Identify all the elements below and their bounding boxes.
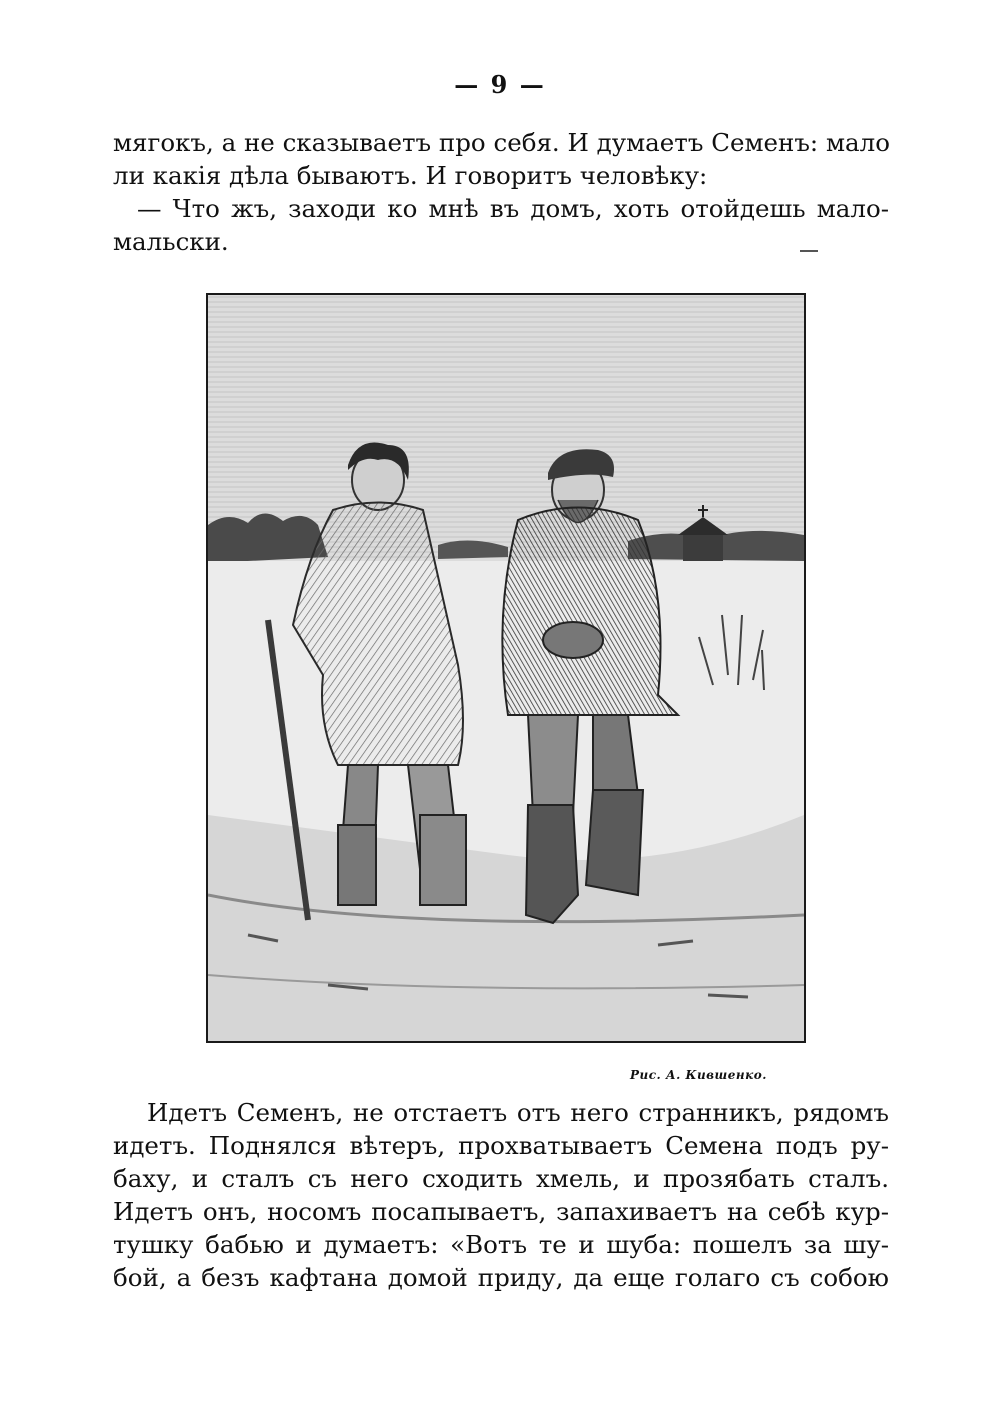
text-line: мальски. xyxy=(113,227,229,256)
page-number: — 9 — xyxy=(454,70,546,99)
text-line: бой, а безъ кафтана домой приду, да еще голаго съ собою xyxy=(113,1263,889,1292)
text-line: Идетъ онъ, носомъ посапываетъ, запахиваетъ на себѣ кур- xyxy=(113,1197,889,1226)
illustration-caption: Рис. А. Кившенко. xyxy=(630,1068,767,1082)
illustration xyxy=(206,293,806,1043)
text-line: баху, и сталъ съ него сходить хмель, и прозябать сталъ. xyxy=(113,1164,889,1193)
text-line: Идетъ Семенъ, не отстаетъ отъ него странникъ, рядомъ xyxy=(147,1098,889,1127)
text-line: — Что жъ, заходи ко мнѣ въ домъ, хоть отойдешь мало- xyxy=(137,194,889,223)
text-line: ли какія дѣла бываютъ. И говоритъ человѣку: xyxy=(113,161,708,190)
illustration-drawing xyxy=(208,295,804,1041)
text-line: идетъ. Поднялся вѣтеръ, прохватываетъ Семена подъ ру- xyxy=(113,1131,889,1160)
ink-mark xyxy=(800,250,818,252)
text-line: тушку бабью и думаетъ: «Вотъ те и шуба: пошелъ за шу- xyxy=(113,1230,889,1259)
bottom-paragraph xyxy=(113,1096,889,1294)
top-paragraphs xyxy=(113,126,889,258)
text-line: мягокъ, а не сказываетъ про себя. И думаетъ Семенъ: мало xyxy=(113,128,890,157)
